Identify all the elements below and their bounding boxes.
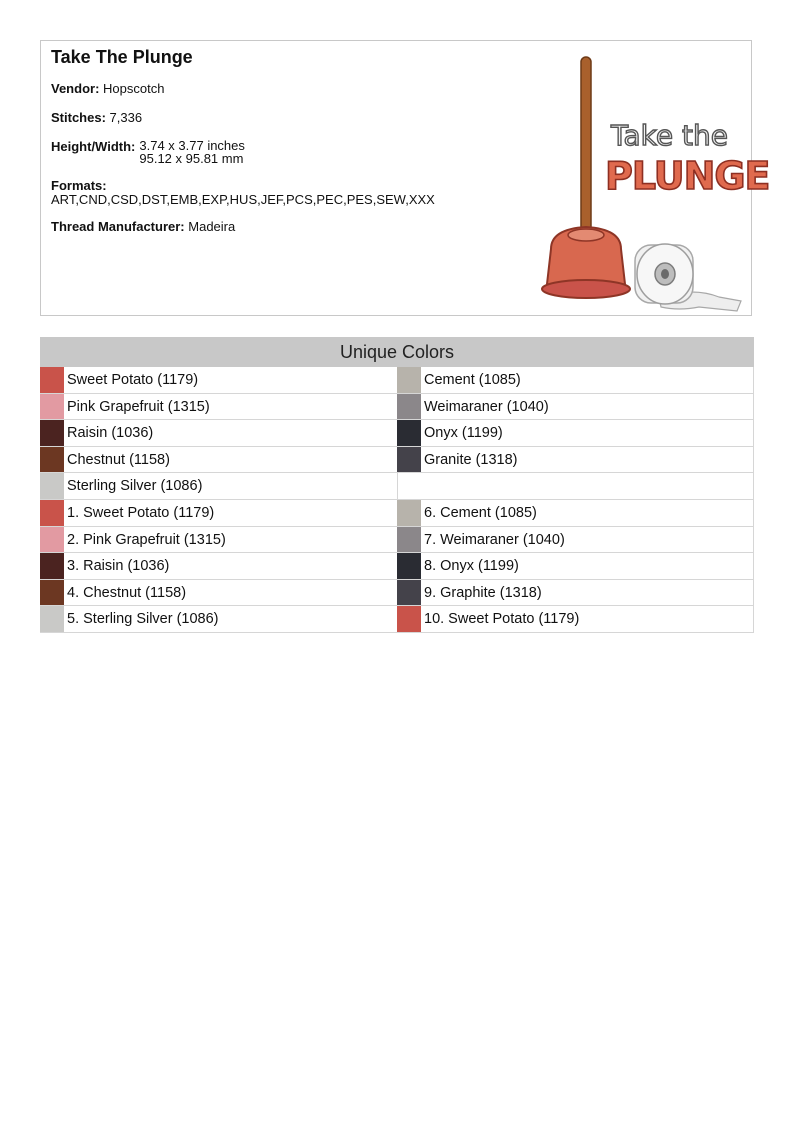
color-row — [397, 420, 754, 447]
color-name: 1. Sweet Potato (1179) — [67, 504, 215, 521]
color-row — [397, 447, 754, 474]
stitches-value: 7,336 — [109, 110, 143, 125]
color-swatch — [397, 580, 421, 606]
design-title: Take The Plunge — [51, 47, 193, 67]
color-swatch — [40, 500, 64, 526]
color-swatch — [397, 394, 421, 420]
color-row — [40, 473, 397, 500]
color-swatch — [40, 420, 64, 446]
color-row — [397, 500, 754, 527]
color-row — [40, 420, 397, 447]
color-row — [40, 394, 397, 421]
color-swatch — [40, 447, 64, 473]
color-swatch — [397, 367, 421, 393]
color-name: 7. Weimaraner (1040) — [424, 531, 565, 548]
design-info-box — [40, 40, 770, 316]
color-row — [40, 367, 397, 394]
vendor-label: Vendor: — [51, 81, 100, 96]
color-row — [40, 606, 397, 633]
color-name: Raisin (1036) — [67, 425, 154, 442]
color-name: Granite (1318) — [424, 451, 518, 468]
unique-colors-table — [40, 367, 754, 500]
color-swatch — [40, 394, 64, 420]
color-swatch — [40, 580, 64, 606]
color-swatch — [40, 367, 64, 393]
color-swatch — [397, 606, 421, 632]
color-row — [40, 500, 397, 527]
color-name: Chestnut (1158) — [67, 451, 170, 468]
color-name: 4. Chestnut (1158) — [67, 584, 187, 601]
color-row — [40, 527, 397, 554]
color-row — [40, 447, 397, 474]
color-name: Pink Grapefruit (1315) — [67, 398, 210, 415]
color-row — [397, 606, 754, 633]
color-swatch — [40, 527, 64, 553]
stitches-label: Stitches: — [51, 110, 106, 125]
color-name: 3. Raisin (1036) — [67, 558, 170, 575]
color-row — [397, 580, 754, 607]
color-name: 8. Onyx (1199) — [424, 558, 519, 575]
thread-value: Madeira — [188, 219, 236, 234]
color-row — [40, 580, 397, 607]
color-swatch — [397, 527, 421, 553]
thread-label: Thread Manufacturer: — [51, 219, 185, 234]
size-label: Height/Width: — [51, 139, 136, 154]
color-swatch — [397, 447, 421, 473]
color-swatch — [40, 473, 64, 499]
vendor-value: Hopscotch — [103, 81, 165, 96]
artwork-line2: PLUNGE — [605, 154, 770, 198]
formats-label: Formats: — [51, 178, 107, 193]
size-inches: 3.74 x 3.77 inches — [139, 138, 245, 153]
color-swatch — [40, 553, 64, 579]
vendor-field — [51, 81, 491, 97]
color-row — [397, 527, 754, 554]
color-row — [397, 394, 754, 421]
color-name: 6. Cement (1085) — [424, 504, 537, 521]
color-row — [397, 367, 754, 394]
color-name: 5. Sterling Silver (1086) — [67, 611, 219, 628]
artwork-line1: Take the — [611, 119, 728, 152]
formats-field — [51, 178, 491, 207]
unique-colors-header: Unique Colors — [40, 337, 754, 367]
color-name: 10. Sweet Potato (1179) — [424, 611, 580, 628]
size-field — [51, 139, 491, 165]
color-swatch — [397, 420, 421, 446]
color-name: Sweet Potato (1179) — [67, 372, 199, 388]
formats-value: ART,CND,CSD,DST,EMB,EXP,HUS,JEF,PCS,PEC,PES,SEW,XXX — [51, 192, 435, 207]
empty-cell — [397, 473, 754, 500]
color-name: Onyx (1199) — [424, 425, 503, 442]
color-name: Sterling Silver (1086) — [67, 478, 203, 495]
size-mm: 95.12 x 95.81 mm — [139, 151, 244, 166]
thread-field — [51, 219, 491, 235]
color-name: Cement (1085) — [424, 372, 521, 388]
color-name: 9. Graphite (1318) — [424, 584, 542, 601]
color-swatch — [40, 606, 64, 632]
color-swatch — [397, 500, 421, 526]
color-name: 2. Pink Grapefruit (1315) — [67, 531, 226, 548]
design-info — [51, 47, 491, 248]
color-name: Weimaraner (1040) — [424, 398, 549, 415]
unique-colors-section — [40, 337, 754, 633]
color-row — [40, 553, 397, 580]
color-sequence-table — [40, 500, 754, 633]
color-swatch — [397, 553, 421, 579]
color-row — [397, 553, 754, 580]
plunger-artwork-image — [489, 49, 770, 311]
stitches-field — [51, 110, 491, 126]
